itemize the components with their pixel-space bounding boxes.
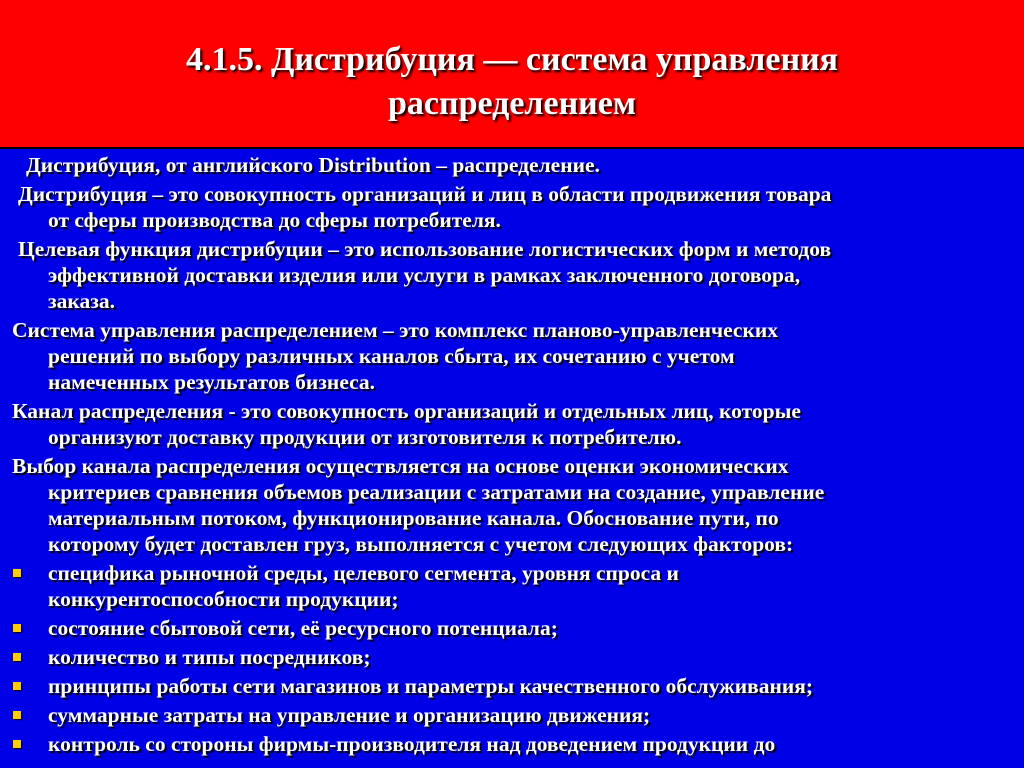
paragraph-channel-choice [0,453,1024,557]
paragraph-distribution-channel [0,398,1024,450]
paragraph-management-system [0,317,1024,395]
paragraph-distribution-origin [0,152,1024,178]
slide-title [0,38,1024,126]
text-line: специфика рыночной среды, целевого сегмента, уровня спроса и [48,561,679,585]
square-bullet-icon [13,682,21,690]
paragraph-distribution-definition [0,181,1024,233]
text-line: материальным потоком, функционирование канала. Обоснование пути, по [48,506,779,530]
slide-title-line-1: 4.1.5. Дистрибуция — система управления [185,41,839,78]
paragraph-target-function [0,236,1024,314]
text-line: заказа. [48,289,115,313]
title-banner [0,0,1024,149]
text-line: Дистрибуция – это совокупность организаций и лиц в области продвижения товара [18,182,832,206]
square-bullet-icon [13,624,21,632]
text-line: состояние сбытовой сети, её ресурсного потенциала; [48,616,558,640]
list-item [0,702,1024,731]
text-line: конкурентоспособности продукции; [48,587,399,611]
text-line: Выбор канала распределения осуществляется на основе оценки экономических [12,454,789,478]
slide-body [0,152,1024,760]
list-item [0,673,1024,702]
text-line: Дистрибуция, от английского Distribution – распределение. [26,153,600,177]
factor-list [0,560,1024,760]
text-line: контроль со стороны фирмы-производителя над доведением продукции до [48,732,776,756]
text-line: организуют доставку продукции от изготовителя к потребителю. [48,425,682,449]
slide-title-line-2: распределением [387,85,637,122]
square-bullet-icon [13,711,21,719]
list-item [0,615,1024,644]
list-item [0,731,1024,760]
text-line: критериев сравнения объемов реализации с затратами на создание, управление [48,480,825,504]
text-line: которому будет доставлен груз, выполняется с учетом следующих факторов: [48,532,794,556]
square-bullet-icon [13,569,21,577]
list-item [0,560,1024,615]
text-line: от сферы производства до сферы потребителя. [48,208,501,232]
text-line: суммарные затраты на управление и организацию движения; [48,703,651,727]
list-item [0,644,1024,673]
text-line: Целевая функция дистрибуции – это использование логистических форм и методов [18,237,832,261]
square-bullet-icon [13,653,21,661]
text-line: количество и типы посредников; [48,645,371,669]
text-line: Канал распределения - это совокупность организаций и отдельных лиц, которые [12,399,801,423]
text-line: решений по выбору различных каналов сбыта, их сочетанию с учетом [48,344,735,368]
text-line: эффективной доставки изделия или услуги в рамках заключенного договора, [48,263,801,287]
square-bullet-icon [13,740,21,748]
text-line: принципы работы сети магазинов и параметры качественного обслуживания; [48,674,814,698]
text-line: Система управления распределением – это комплекс планово-управленческих [12,318,778,342]
text-line: намеченных результатов бизнеса. [48,370,376,394]
